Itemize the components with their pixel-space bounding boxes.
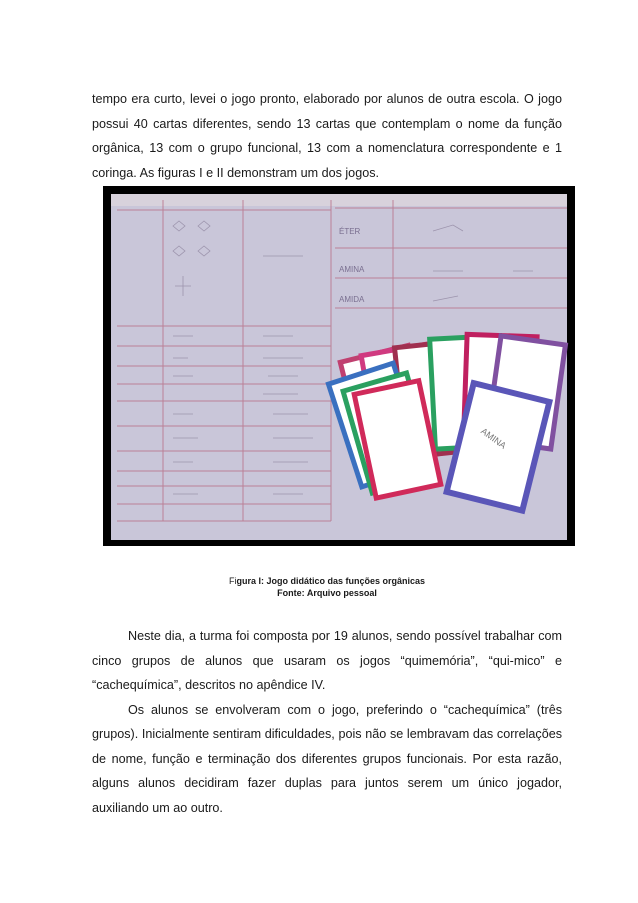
game-board-photo <box>103 186 575 546</box>
photo-label-amina: AMINA <box>339 265 365 274</box>
body-paragraphs <box>92 624 562 820</box>
intro-text: tempo era curto, levei o jogo pronto, elaborado por alunos de outra escola. O jogo possui 40 cartas diferentes, sendo 13 cartas que contemplam o nome da função orgânica, 13 com o grupo funcional, 13 com a nomenclatura correspondente e 1 coringa. As figuras I e II demonstram um dos jogos. <box>92 92 562 180</box>
caption-source: Fonte: Arquivo pessoal <box>277 588 377 598</box>
body-paragraph-1: Neste dia, a turma foi composta por 19 alunos, sendo possível trabalhar com cinco grupos de alunos que usaram os jogos “quimemória”, “qui-mico” e “cachequímica”, descritos no apêndice IV. <box>92 629 562 692</box>
caption-title: gura I: Jogo didático das funções orgânicas <box>236 576 426 586</box>
caption-prefix: Fi <box>228 576 237 586</box>
top-card-label: AMINA <box>479 425 509 451</box>
figure-photo <box>103 186 575 546</box>
body-paragraph-2: Os alunos se envolveram com o jogo, preferindo o “cachequímica” (três grupos). Inicialmente sentiram dificuldades, pois não se lembravam das correlações de nome, função e terminação dos diferentes grupos funcionais. Por esta razão, alguns alunos decidiram fazer duplas para juntos serem um único jogador, auxiliando um ao outro. <box>92 702 562 815</box>
intro-paragraph <box>92 87 562 185</box>
photo-label-amida: AMIDA <box>339 295 365 304</box>
figure-caption <box>92 575 562 599</box>
card-pile <box>328 334 565 510</box>
photo-label-eter: ÉTER <box>339 227 361 236</box>
